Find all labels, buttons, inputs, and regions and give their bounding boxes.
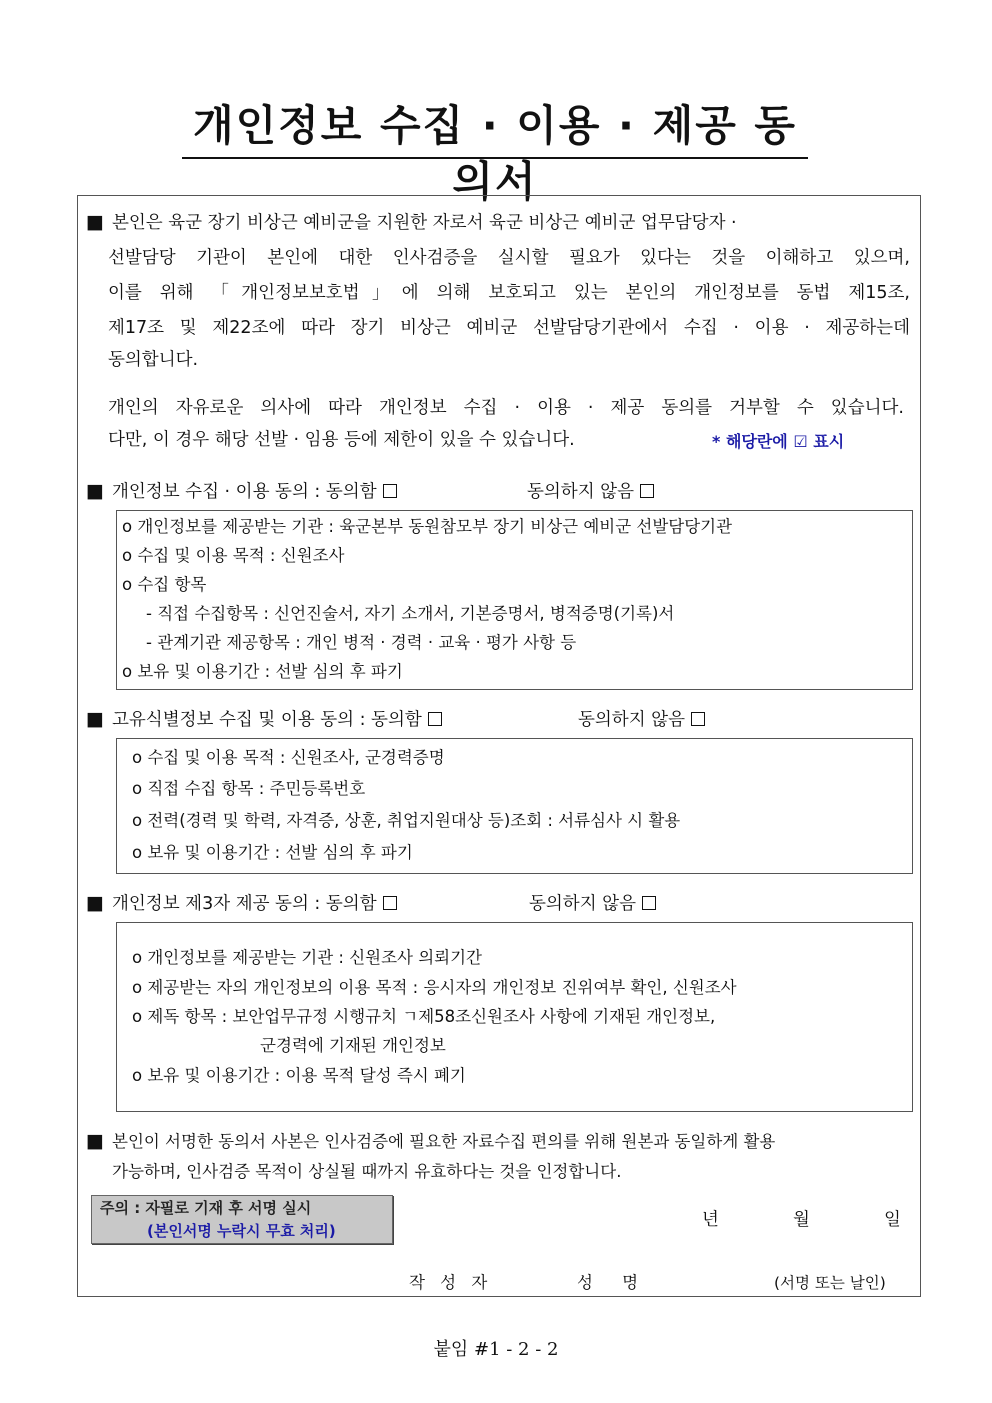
list-item: o 개인정보를 제공받는 기관 : 신원조사 의뢰기간 [132, 948, 482, 967]
agree-checkbox[interactable] [383, 896, 397, 910]
list-item: o 수집 및 이용 목적 : 신원조사, 군경력증명 [132, 748, 445, 767]
intro-line: 제17조 및 제22조에 따라 장기 비상근 예비군 선발담당기관에서 수집 · 이용 · 제공하는데 [108, 318, 910, 338]
disagree-option: 동의하지 않음 [529, 894, 656, 914]
author-label: 작 성 자 [409, 1273, 488, 1292]
signature-hint: (서명 또는 날인) [774, 1274, 886, 1292]
disagree-option: 동의하지 않음 [578, 710, 705, 730]
list-item: o 전력(경력 및 학력, 자격증, 상훈, 취업지원대상 등)조회 : 서류심사 시 활용 [132, 811, 681, 830]
list-item: - 직접 수집항목 : 신언진술서, 자기 소개서, 기본증명서, 병적증명(기록)서 [146, 604, 675, 623]
attachment-number: 붙임 #1 - 2 - 2 [433, 1339, 559, 1360]
list-item: o 제독 항목 : 보안업무규정 시행규치 ㄱ제58조신원조사 사항에 기재된 개인정보, [132, 1007, 716, 1026]
list-item: o 수집 항목 [122, 575, 207, 594]
bullet-square-icon: ■ [86, 480, 104, 502]
list-item: o 수집 및 이용 목적 : 신원조사 [122, 546, 345, 565]
agree-checkbox[interactable] [428, 712, 442, 726]
signature-warning-box [91, 1195, 393, 1244]
warning-line: (본인서명 누락시 무효 처리) [147, 1222, 336, 1240]
intro-line: 본인은 육군 장기 비상근 예비군을 지원한 자로서 육군 비상근 예비군 업무담당자 · [112, 213, 737, 233]
warning-line: 주의 : 자필로 기재 후 서명 실시 [100, 1199, 312, 1217]
list-item: 군경력에 기재된 개인정보 [260, 1036, 446, 1055]
section-heading: 개인정보 제3자 제공 동의 : 동의함 [112, 894, 397, 914]
bullet-square-icon: ■ [86, 892, 104, 914]
date-month-field[interactable]: 월 [793, 1210, 810, 1230]
section-heading: 고유식별정보 수집 및 이용 동의 : 동의함 [112, 710, 442, 730]
date-day-field[interactable]: 일 [884, 1210, 901, 1230]
closing-statement: 가능하며, 인사검증 목적이 상실될 때까지 유효하다는 것을 인정합니다. [112, 1162, 622, 1181]
disagree-checkbox[interactable] [642, 896, 656, 910]
intro-line: 이를 위해 「개인정보보호법」에 의해 보호되고 있는 본인의 개인정보를 동법 제15조, [108, 283, 910, 303]
disagree-checkbox[interactable] [691, 712, 705, 726]
bullet-square-icon: ■ [86, 211, 104, 233]
disagree-option: 동의하지 않음 [527, 482, 654, 502]
closing-statement: 본인이 서명한 동의서 사본은 인사검증에 필요한 자료수집 편의를 위해 원본과 동일하게 활용 [112, 1132, 776, 1151]
date-year-field[interactable]: 년 [702, 1210, 719, 1230]
list-item: o 개인정보를 제공받는 기관 : 육군본부 동원참모부 장기 비상근 예비군 선발담당기관 [122, 517, 733, 536]
list-item: o 보유 및 이용기간 : 선발 심의 후 파기 [132, 843, 413, 862]
refusal-notice: 다만, 이 경우 해당 선발 · 임용 등에 제한이 있을 수 있습니다. [108, 430, 575, 450]
section-heading: 개인정보 수집 · 이용 동의 : 동의함 [112, 482, 397, 502]
refusal-notice: 개인의 자유로운 의사에 따라 개인정보 수집 · 이용 · 제공 동의를 거부할 수 있습니다. [108, 398, 904, 418]
list-item: o 보유 및 이용기간 : 이용 목적 달성 즉시 폐기 [132, 1066, 466, 1085]
disagree-checkbox[interactable] [640, 484, 654, 498]
checkbox-note: * 해당란에 ☑ 표시 [712, 432, 845, 451]
agree-checkbox[interactable] [383, 484, 397, 498]
list-item: o 보유 및 이용기간 : 선발 심의 후 파기 [122, 662, 403, 681]
bullet-square-icon: ■ [86, 708, 104, 730]
bullet-square-icon: ■ [86, 1130, 104, 1152]
title-underline [182, 157, 808, 159]
intro-line: 동의합니다. [108, 350, 199, 370]
name-field[interactable]: 성 명 [577, 1273, 639, 1292]
list-item: o 제공받는 자의 개인정보의 이용 목적 : 응시자의 개인정보 진위여부 확인, 신원조사 [132, 978, 737, 997]
list-item: - 관계기관 제공항목 : 개인 병적 · 경력 · 교육 · 평가 사항 등 [146, 633, 577, 652]
intro-line: 선발담당 기관이 본인에 대한 인사검증을 실시할 필요가 있다는 것을 이해하고 있으며, [108, 248, 910, 268]
list-item: o 직접 수집 항목 : 주민등록번호 [132, 779, 366, 798]
page-title: 개인정보 수집 · 이용 · 제공 동의서 [193, 101, 797, 206]
